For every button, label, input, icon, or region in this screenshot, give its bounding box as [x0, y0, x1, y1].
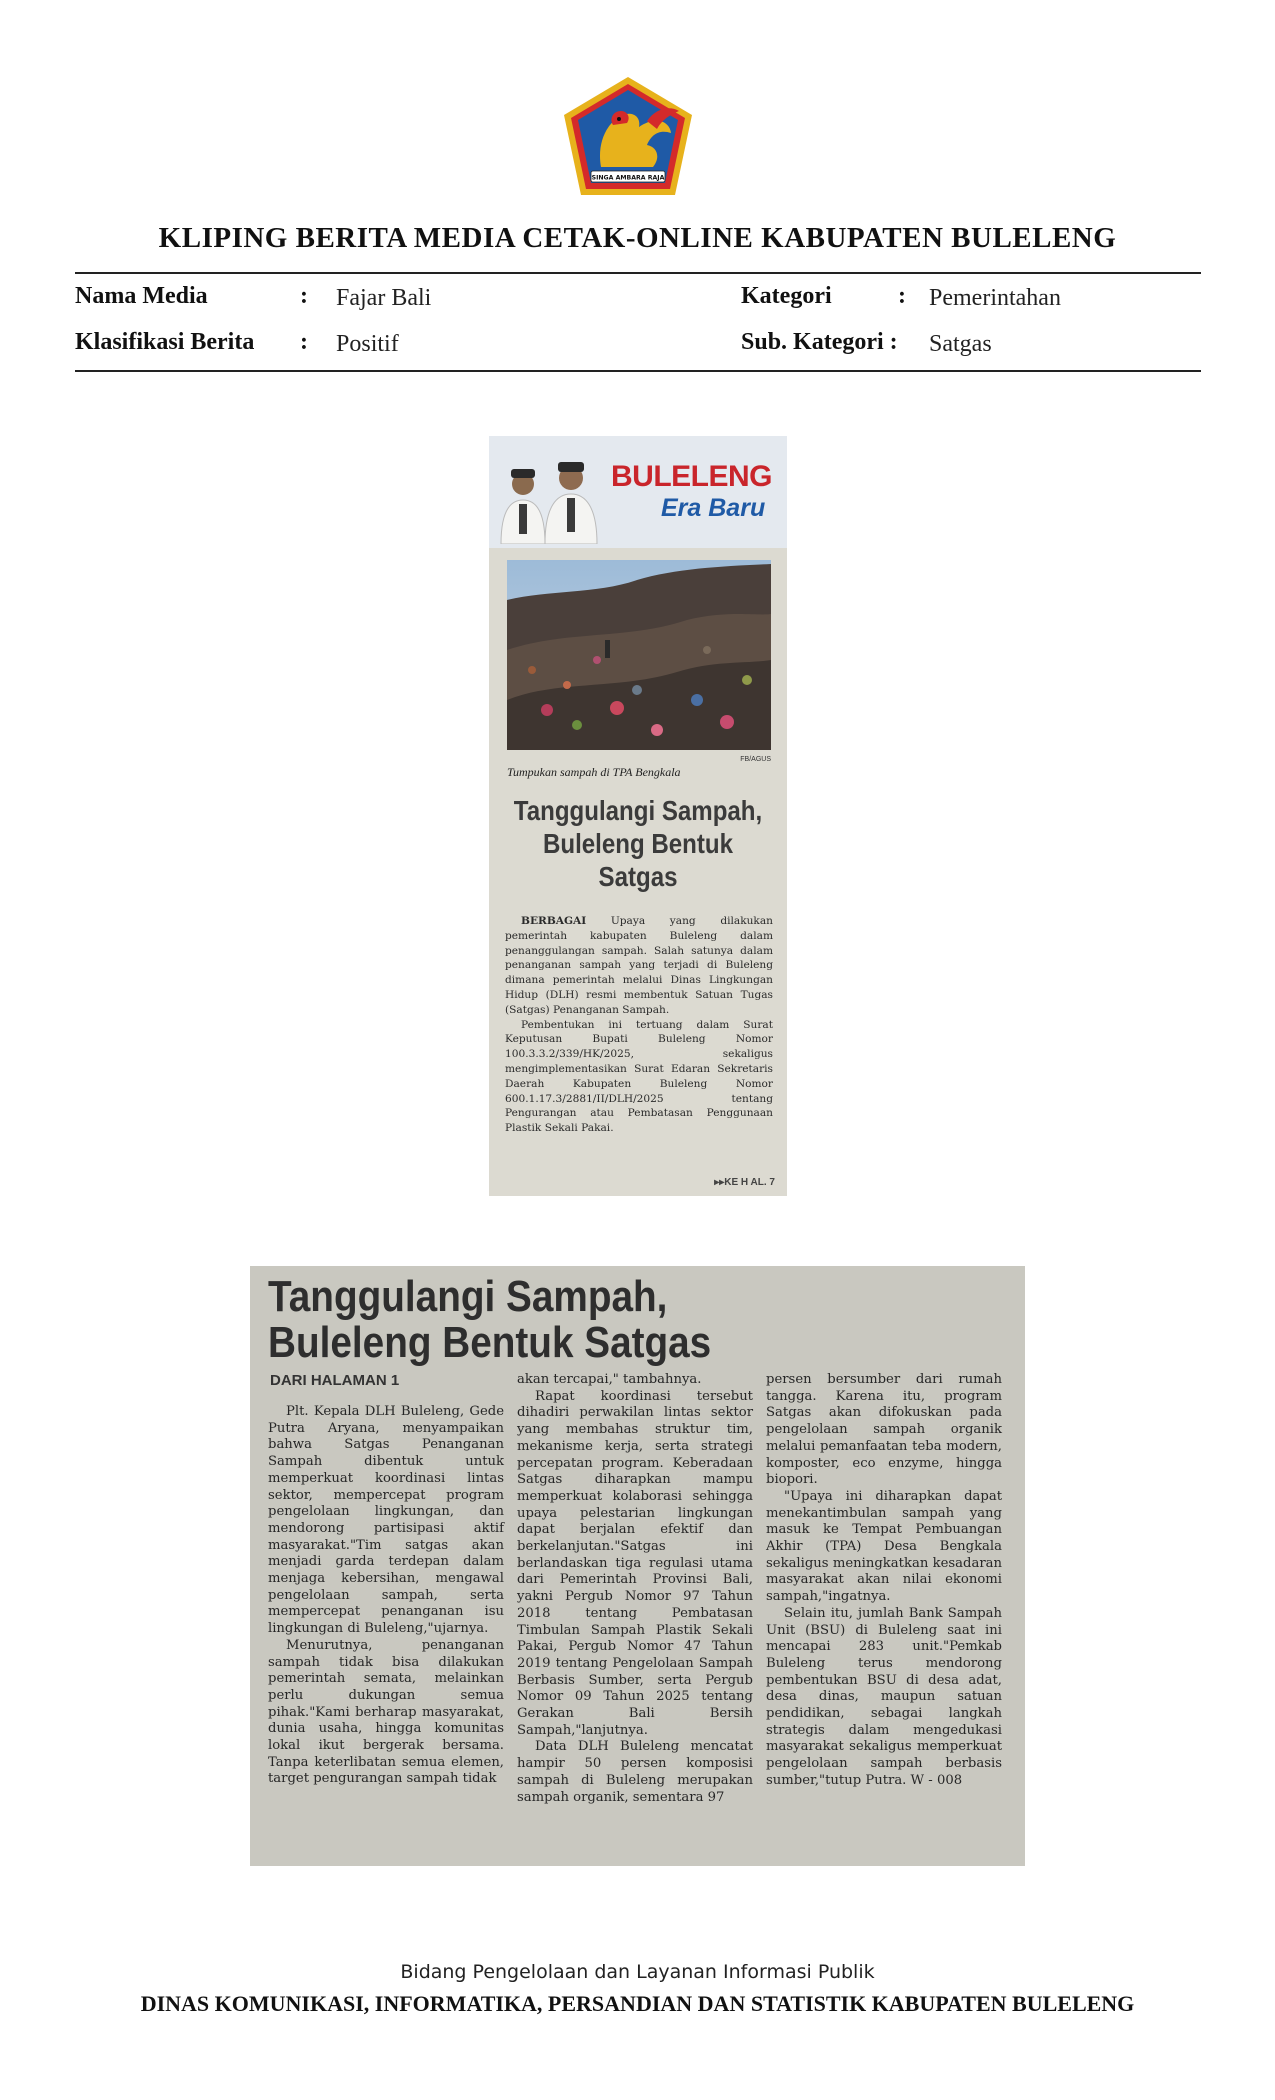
category-value: Pemerintahan [929, 285, 1061, 311]
article-column-1: Plt. Kepala DLH Buleleng, Gede Putra Aryana, menyampaikan bahwa Satgas Penanganan Sampah dibentuk untuk memperkuat koordinasi lintas sektor, mempercepat program pengelolaan lingkungan, dan mendorong partisipasi aktif masyarakat."Tim satgas akan menjadi garda terdepan dalam menjaga kebersihan, mengawal pengelolaan sampah, serta mempercepat penanganan isu lingkungan di Buleleng,"ujarnya. Menurutnya, penanganan sampah tidak bisa dilakukan pemerintah semata, melainkan perlu dukungan semua pihak."Kami berharap masyarakat, dunia usaha, hingga komunitas lokal ikut bergerak bersama. Tanpa keterlibatan semua elemen, target pengurangan sampah tidak [268, 1404, 504, 1787]
newspaper-clipping-continued [250, 1266, 1025, 1866]
classification-value: Positif [336, 331, 399, 357]
media-colon: : [300, 283, 308, 309]
article-paragraph: BERBAGAI Upaya yang dilakukan pemerintah kabupaten Buleleng dalam penanggulangan sampah. Salah satunya dalam penanganan sampah yang terjadi di Buleleng dimana pemerintah melalui Dinas Lingkungan Hidup (DLH) resmi membentuk Satuan Tugas (Satgas) Penanganan Sampah. [505, 915, 773, 1016]
logo-motto: SINGA AMBARA RAJA [591, 174, 665, 182]
media-value: Fajar Bali [336, 285, 432, 311]
classification-colon: : [300, 329, 308, 355]
bottom-rule [75, 370, 1201, 372]
media-label: Nama Media [75, 283, 208, 309]
officials-photo [493, 444, 613, 544]
continued-headline: Tanggulangi Sampah, Buleleng Bentuk Satgas [268, 1272, 712, 1367]
newspaper-clipping-front [489, 436, 787, 1196]
category-colon: : [898, 283, 906, 309]
lead-word: BERBAGAI [521, 915, 587, 927]
document-title: KLIPING BERITA MEDIA CETAK-ONLINE KABUPATEN BULELENG [158, 222, 1117, 254]
article-paragraph: Pembentukan ini tertuang dalam Surat Keputusan Bupati Buleleng Nomor 100.3.3.2/339/HK/2025, sekaligus mengimplementasikan Surat Edaran Sekretaris Daerah Kabupaten Buleleng Nomor 600.1.17.3/2881/II/DLH/2025 tentang Pengurangan atau Pembatasan Penggunaan Plastik Sekali Pakai. [505, 1018, 773, 1135]
column-banner [489, 436, 787, 548]
footer-agency: DINAS KOMUNIKASI, INFORMATIKA, PERSANDIAN DAN STATISTIK KABUPATEN BULELENG [140, 1991, 1135, 2016]
subcategory-label: Sub. Kategori : [741, 329, 898, 355]
footer-division: Bidang Pengelolaan dan Layanan Informasi Publik [400, 1961, 875, 1983]
buleleng-regency-logo [561, 75, 695, 199]
from-page-label: DARI HALAMAN 1 [270, 1372, 400, 1389]
continued-marker: ▸▸KE H AL. 7 [714, 1177, 775, 1188]
subcategory-value: Satgas [929, 331, 992, 357]
photo-credit: FB/AGUS [740, 756, 771, 763]
landfill-photo [507, 560, 771, 750]
banner-title: BULELENG [611, 460, 772, 493]
photo-caption: Tumpukan sampah di TPA Bengkala [507, 765, 681, 779]
banner-subtitle: Era Baru [661, 494, 766, 522]
article-column-3: persen bersumber dari rumah tangga. Karena itu, program Satgas akan difokuskan pada pengelolaan sampah organik melalui pemanfaatan teba modern, komposter, eco enzyme, hingga biopori. "Upaya ini diharapkan dapat menekantimbulan sampah yang masuk ke Tempat Pembuangan Akhir (TPA) Desa Bengkala sekaligus meningkatkan kesadaran masyarakat akan nilai ekonomi sampah,"ingatnya. Selain itu, jumlah Bank Sampah Unit (BSU) di Buleleng saat ini mencapai 283 unit."Pemkab Buleleng terus mendorong pembentukan BSU di desa adat, desa dinas, maupun satuan pendidikan, sebagai langkah strategis dalam mengedukasi masyarakat sekaligus memperkuat pengelolaan sampah berbasis sumber,"tutup Putra. W - 008 [766, 1372, 1002, 1788]
article-body [505, 914, 773, 1136]
top-rule [75, 272, 1201, 274]
article-headline: Tanggulangi Sampah, Buleleng Bentuk Satgas [513, 795, 763, 892]
article-column-2: akan tercapai," tambahnya. Rapat koordinasi tersebut dihadiri perwakilan lintas sektor yang membahas struktur tim, mekanisme kerja, serta strategi percepatan program. Keberadaan Satgas diharapkan mampu memperkuat kolaborasi sehingga upaya pelestarian lingkungan dapat berjalan efektif dan berkelanjutan."Satgas ini berlandaskan tiga regulasi utama dari Pemerintah Provinsi Bali, yakni Pergub Nomor 97 Tahun 2018 tentang Pembatasan Timbulan Sampah Plastik Sekali Pakai, Pergub Nomor 47 Tahun 2019 tentang Pengelolaan Sampah Berbasis Sumber, serta Pergub Nomor 09 Tahun 2025 tentang Gerakan Bali Bersih Sampah,"lanjutnya. Data DLH Buleleng mencatat hampir 50 persen komposisi sampah di Buleleng merupakan sampah organik, sementara 97 [517, 1372, 753, 1805]
classification-label: Klasifikasi Berita [75, 329, 255, 355]
category-label: Kategori [741, 283, 832, 309]
